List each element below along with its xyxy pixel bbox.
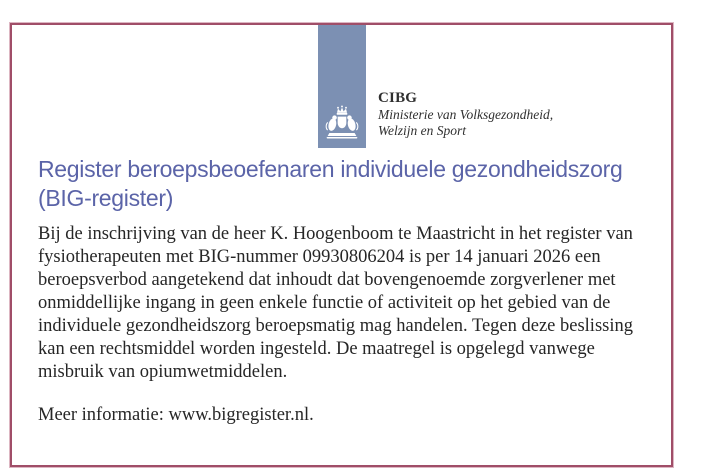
logo-ribbon — [318, 25, 366, 148]
notice-card — [10, 23, 673, 467]
logo-text-block — [378, 89, 553, 139]
logo-org-name: CIBG — [378, 90, 418, 106]
notice-body: Bij de inschrijving van de heer K. Hoogenboom te Maastricht in het register van fysiotherapeuten met BIG-nummer 09930806204 is per 14 januari 2026 een beroepsverbod aangetekend dat inhoudt dat bovengenoemde zorgverlener met onmiddellijke ingang in geen enkele functie of activiteit op het gebied van de individuele gezondheidszorg beroepsmatig mag handelen. Tegen deze beslissing kan een rechtsmiddel worden ingesteld. De maatregel is opgelegd vanwege misbruik van opiumwetmiddelen. — [38, 224, 633, 382]
logo-ministry-line2: Welzijn en Sport — [378, 123, 467, 138]
notice-content — [38, 155, 650, 427]
logo-ministry-line1: Ministerie van Volksgezondheid, — [378, 107, 554, 122]
more-info-line: Meer informatie: www.bigregister.nl. — [38, 405, 314, 425]
page-title: Register beroepsbeoefenaren individuele gezondheidszorg (BIG-register) — [38, 156, 623, 211]
dutch-coat-of-arms-icon — [322, 103, 362, 141]
logo-ministry-name — [378, 107, 553, 139]
